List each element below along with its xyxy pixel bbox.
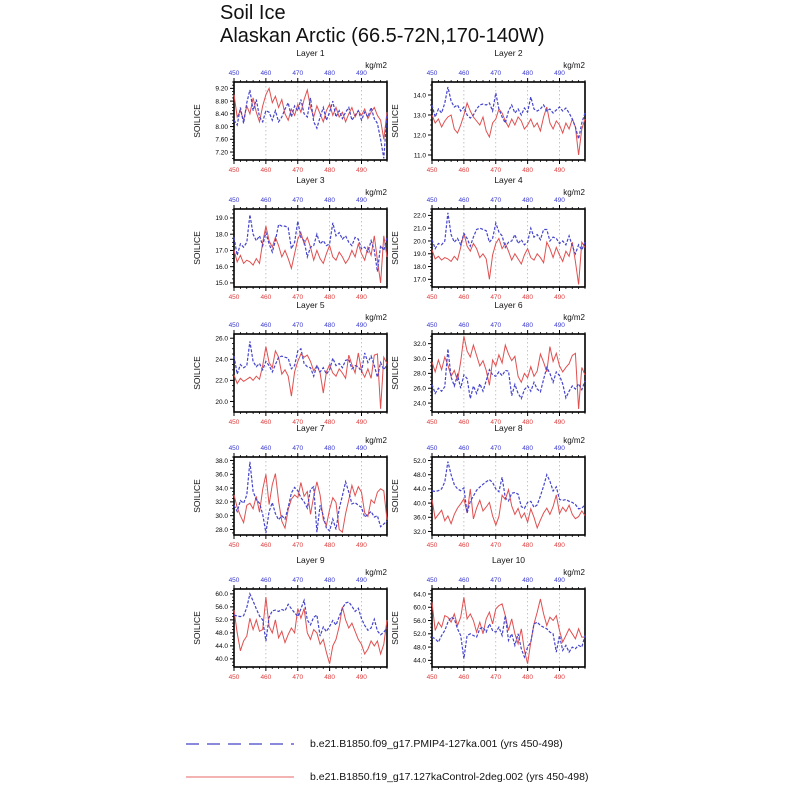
y-axis-title: SOILICE [390, 479, 400, 513]
x-tick-label-top: 460 [458, 577, 470, 584]
x-tick-label-bottom: 460 [260, 674, 272, 681]
x-tick-label-top: 470 [490, 577, 502, 584]
x-tick-label-top: 490 [356, 577, 367, 584]
x-tick-label-top: 480 [522, 445, 534, 452]
layer-7-chart [188, 421, 396, 549]
y-tick-label: 12.0 [413, 132, 426, 140]
x-tick-label-top: 470 [292, 322, 304, 329]
legend-solid-line-icon [184, 771, 296, 783]
control-series-line [432, 489, 585, 528]
panel-title: Layer 2 [494, 48, 523, 58]
page-title-line2: Alaskan Arctic (66.5-72N,170-140W) [220, 25, 545, 47]
x-tick-label-top: 460 [260, 445, 272, 452]
y-tick-label: 13.0 [413, 112, 426, 120]
y-tick-label: 48.0 [413, 472, 426, 480]
x-tick-label-top: 460 [458, 322, 470, 329]
y-tick-label: 44.0 [413, 657, 426, 665]
y-tick-label: 11.0 [413, 152, 426, 160]
x-tick-label-top: 470 [490, 322, 502, 329]
legend-label-control: b.e21.B1850.f19_g17.127kaControl-2deg.002 (yrs 450-498) [310, 771, 589, 783]
y-tick-label: 60.0 [215, 591, 228, 599]
x-tick-label-bottom: 460 [458, 294, 470, 301]
x-tick-label-bottom: 470 [292, 167, 304, 174]
y-tick-label: 30.0 [215, 512, 228, 520]
y-tick-label: 26.0 [413, 385, 426, 393]
x-tick-label-bottom: 490 [554, 419, 565, 426]
y-tick-label: 32.0 [413, 340, 426, 348]
plot-box [432, 457, 585, 535]
y-tick-label: 60.0 [413, 604, 426, 612]
x-tick-label-top: 450 [426, 70, 438, 77]
pmip4-series-line [432, 462, 585, 513]
plot-box [432, 589, 585, 667]
x-tick-label-top: 490 [554, 197, 565, 204]
x-tick-label-top: 480 [324, 197, 336, 204]
pmip4-series-line [234, 594, 387, 641]
x-tick-label-top: 490 [554, 577, 565, 584]
x-tick-label-bottom: 480 [522, 167, 534, 174]
pmip4-series-line [234, 215, 387, 272]
y-tick-label: 22.0 [413, 212, 426, 220]
y-tick-label: 56.0 [215, 604, 228, 612]
y-tick-label: 19.0 [413, 251, 426, 259]
y-tick-label: 64.0 [413, 591, 426, 599]
x-tick-label-top: 450 [228, 322, 240, 329]
x-tick-label-bottom: 460 [260, 542, 272, 549]
y-tick-label: 38.0 [215, 457, 228, 465]
x-tick-label-bottom: 460 [260, 419, 272, 426]
legend-dashed-line-icon [184, 738, 296, 750]
x-tick-label-bottom: 460 [260, 294, 272, 301]
layer-10-chart [386, 553, 594, 681]
y-tick-label: 52.0 [413, 457, 426, 465]
units-label: kg/m2 [365, 436, 387, 445]
panel-title: Layer 1 [296, 48, 325, 58]
x-tick-label-bottom: 460 [260, 167, 272, 174]
y-axis-title: SOILICE [390, 356, 400, 390]
units-label: kg/m2 [563, 568, 585, 577]
legend-label-pmip4: b.e21.B1850.f09_g17.PMIP4-127ka.001 (yrs 450-498) [310, 738, 563, 750]
x-tick-label-bottom: 470 [490, 294, 502, 301]
x-tick-label-bottom: 480 [522, 419, 534, 426]
x-tick-label-top: 480 [324, 70, 336, 77]
x-tick-label-top: 470 [292, 197, 304, 204]
layer-2-panel [386, 46, 594, 179]
y-tick-label: 32.0 [215, 499, 228, 507]
layer-4-panel [386, 173, 594, 306]
x-tick-label-top: 450 [228, 577, 240, 584]
x-tick-label-bottom: 470 [292, 419, 304, 426]
y-tick-label: 7.60 [215, 136, 228, 144]
layer-5-chart [188, 298, 396, 426]
y-tick-label: 16.0 [215, 263, 228, 271]
layer-2-chart [386, 46, 594, 174]
y-axis-title: SOILICE [192, 611, 202, 645]
x-tick-label-top: 450 [228, 197, 240, 204]
x-tick-label-bottom: 490 [554, 542, 565, 549]
panel-title: Layer 9 [296, 555, 325, 565]
x-tick-label-bottom: 460 [458, 419, 470, 426]
x-tick-label-bottom: 480 [324, 167, 336, 174]
x-tick-label-bottom: 490 [356, 542, 367, 549]
x-tick-label-bottom: 450 [228, 542, 240, 549]
units-label: kg/m2 [365, 313, 387, 322]
x-tick-label-top: 450 [426, 197, 438, 204]
x-tick-label-top: 450 [426, 445, 438, 452]
pmip4-series-line [432, 616, 585, 659]
x-tick-label-top: 460 [260, 197, 272, 204]
y-tick-label: 36.0 [413, 514, 426, 522]
x-tick-label-top: 480 [324, 445, 336, 452]
pmip4-series-line [432, 213, 585, 254]
y-tick-label: 20.0 [215, 398, 228, 406]
panel-title: Layer 4 [494, 175, 523, 185]
y-tick-label: 21.0 [413, 225, 426, 233]
x-tick-label-top: 470 [490, 197, 502, 204]
y-tick-label: 44.0 [413, 486, 426, 494]
x-tick-label-bottom: 470 [490, 167, 502, 174]
units-label: kg/m2 [365, 61, 387, 70]
y-tick-label: 26.0 [215, 335, 228, 343]
x-tick-label-bottom: 450 [228, 674, 240, 681]
layer-8-panel [386, 421, 594, 554]
page-title-line1: Soil Ice [220, 2, 286, 24]
panel-title: Layer 5 [296, 300, 325, 310]
x-tick-label-bottom: 480 [324, 419, 336, 426]
y-tick-label: 40.0 [413, 500, 426, 508]
y-axis-title: SOILICE [390, 611, 400, 645]
x-tick-label-bottom: 480 [324, 674, 336, 681]
y-tick-label: 19.0 [215, 215, 228, 223]
x-tick-label-bottom: 490 [356, 294, 367, 301]
y-axis-title: SOILICE [390, 104, 400, 138]
y-tick-label: 34.0 [215, 485, 228, 493]
x-tick-label-top: 480 [522, 322, 534, 329]
panel-title: Layer 10 [491, 555, 526, 565]
x-tick-label-bottom: 480 [522, 294, 534, 301]
x-tick-label-top: 450 [426, 577, 438, 584]
x-tick-label-top: 490 [554, 445, 565, 452]
plot-box [432, 82, 585, 160]
x-tick-label-bottom: 450 [228, 294, 240, 301]
x-tick-label-top: 470 [292, 577, 304, 584]
y-tick-label: 36.0 [215, 471, 228, 479]
x-tick-label-top: 470 [490, 445, 502, 452]
layer-9-chart [188, 553, 396, 681]
x-tick-label-bottom: 470 [292, 674, 304, 681]
y-axis-title: SOILICE [192, 356, 202, 390]
x-tick-label-bottom: 490 [356, 674, 367, 681]
layer-7-panel [188, 421, 396, 554]
y-tick-label: 18.0 [413, 263, 426, 271]
panel-title: Layer 3 [296, 175, 325, 185]
x-tick-label-bottom: 450 [426, 419, 438, 426]
y-tick-label: 24.0 [215, 356, 228, 364]
x-tick-label-top: 480 [522, 197, 534, 204]
control-series-line [234, 474, 387, 533]
x-tick-label-bottom: 490 [554, 294, 565, 301]
y-tick-label: 22.0 [215, 377, 228, 385]
x-tick-label-bottom: 470 [292, 542, 304, 549]
panel-title: Layer 8 [494, 423, 523, 433]
layer-1-chart [188, 46, 396, 174]
x-tick-label-bottom: 450 [228, 419, 240, 426]
y-axis-title: SOILICE [192, 104, 202, 138]
layer-9-panel [188, 553, 396, 686]
y-tick-label: 52.0 [413, 631, 426, 639]
x-tick-label-bottom: 490 [356, 167, 367, 174]
x-tick-label-bottom: 480 [324, 294, 336, 301]
y-tick-label: 7.20 [215, 149, 228, 157]
panel-title: Layer 6 [494, 300, 523, 310]
x-tick-label-top: 480 [522, 577, 534, 584]
layer-10-panel [386, 553, 594, 686]
layer-8-chart [386, 421, 594, 549]
y-tick-label: 44.0 [215, 643, 228, 651]
y-tick-label: 17.0 [413, 276, 426, 284]
y-tick-label: 8.80 [215, 98, 228, 106]
x-tick-label-bottom: 460 [458, 674, 470, 681]
legend-item-pmip4 [184, 736, 563, 752]
control-series-line [432, 597, 585, 663]
y-tick-label: 28.0 [215, 526, 228, 534]
x-tick-label-top: 460 [458, 445, 470, 452]
x-tick-label-top: 490 [554, 322, 565, 329]
y-tick-label: 14.0 [413, 92, 426, 100]
x-tick-label-bottom: 470 [490, 542, 502, 549]
y-tick-label: 20.0 [413, 238, 426, 246]
x-tick-label-top: 450 [228, 445, 240, 452]
x-tick-label-top: 470 [490, 70, 502, 77]
layer-6-chart [386, 298, 594, 426]
units-label: kg/m2 [563, 188, 585, 197]
y-tick-label: 48.0 [413, 644, 426, 652]
control-series-line [234, 597, 387, 664]
x-tick-label-top: 460 [260, 577, 272, 584]
x-tick-label-top: 480 [324, 322, 336, 329]
plot-box [234, 334, 387, 412]
x-tick-label-bottom: 470 [490, 419, 502, 426]
x-tick-label-bottom: 460 [458, 542, 470, 549]
y-tick-label: 8.40 [215, 111, 228, 119]
y-tick-label: 24.0 [413, 400, 426, 408]
x-tick-label-bottom: 490 [554, 167, 565, 174]
x-tick-label-top: 480 [522, 70, 534, 77]
units-label: kg/m2 [563, 313, 585, 322]
y-tick-label: 52.0 [215, 617, 228, 625]
layer-5-panel [188, 298, 396, 431]
y-tick-label: 8.00 [215, 123, 228, 131]
x-tick-label-top: 460 [260, 322, 272, 329]
y-tick-label: 17.0 [215, 247, 228, 255]
pmip4-series-line [234, 341, 387, 377]
y-tick-label: 28.0 [413, 370, 426, 378]
plot-box [234, 82, 387, 160]
units-label: kg/m2 [365, 188, 387, 197]
x-tick-label-bottom: 450 [228, 167, 240, 174]
x-tick-label-bottom: 480 [324, 542, 336, 549]
y-axis-title: SOILICE [192, 479, 202, 513]
layer-4-chart [386, 173, 594, 301]
layer-3-chart [188, 173, 396, 301]
x-tick-label-bottom: 470 [292, 294, 304, 301]
x-tick-label-bottom: 450 [426, 294, 438, 301]
y-axis-title: SOILICE [390, 231, 400, 265]
x-tick-label-bottom: 480 [522, 674, 534, 681]
x-tick-label-bottom: 480 [522, 542, 534, 549]
units-label: kg/m2 [563, 61, 585, 70]
layer-3-panel [188, 173, 396, 306]
x-tick-label-bottom: 450 [426, 542, 438, 549]
control-series-line [234, 226, 387, 283]
y-tick-label: 40.0 [215, 656, 228, 664]
x-tick-label-top: 470 [292, 70, 304, 77]
layer-1-panel [188, 46, 396, 179]
units-label: kg/m2 [365, 568, 387, 577]
legend-item-control [184, 769, 588, 785]
y-tick-label: 48.0 [215, 630, 228, 638]
x-tick-label-bottom: 460 [458, 167, 470, 174]
plot-box [234, 589, 387, 667]
x-tick-label-top: 470 [292, 445, 304, 452]
x-tick-label-top: 450 [426, 322, 438, 329]
x-tick-label-top: 490 [554, 70, 565, 77]
x-tick-label-top: 460 [458, 197, 470, 204]
layer-6-panel [386, 298, 594, 431]
x-tick-label-top: 460 [260, 70, 272, 77]
x-tick-label-top: 490 [356, 322, 367, 329]
units-label: kg/m2 [563, 436, 585, 445]
x-tick-label-top: 490 [356, 197, 367, 204]
x-tick-label-top: 480 [324, 577, 336, 584]
pmip4-series-line [234, 90, 387, 158]
x-tick-label-top: 490 [356, 70, 367, 77]
plot-box [234, 457, 387, 535]
y-tick-label: 32.0 [413, 528, 426, 536]
x-tick-label-top: 450 [228, 70, 240, 77]
x-tick-label-bottom: 450 [426, 167, 438, 174]
x-tick-label-bottom: 490 [554, 674, 565, 681]
y-tick-label: 15.0 [215, 280, 228, 288]
panel-title: Layer 7 [296, 423, 325, 433]
y-tick-label: 30.0 [413, 355, 426, 363]
x-tick-label-bottom: 490 [356, 419, 367, 426]
x-tick-label-top: 460 [458, 70, 470, 77]
x-tick-label-top: 490 [356, 445, 367, 452]
x-tick-label-bottom: 470 [490, 674, 502, 681]
y-tick-label: 18.0 [215, 231, 228, 239]
x-tick-label-bottom: 450 [426, 674, 438, 681]
y-axis-title: SOILICE [192, 231, 202, 265]
y-tick-label: 56.0 [413, 617, 426, 625]
y-tick-label: 9.20 [215, 85, 228, 93]
plot-box [432, 209, 585, 287]
